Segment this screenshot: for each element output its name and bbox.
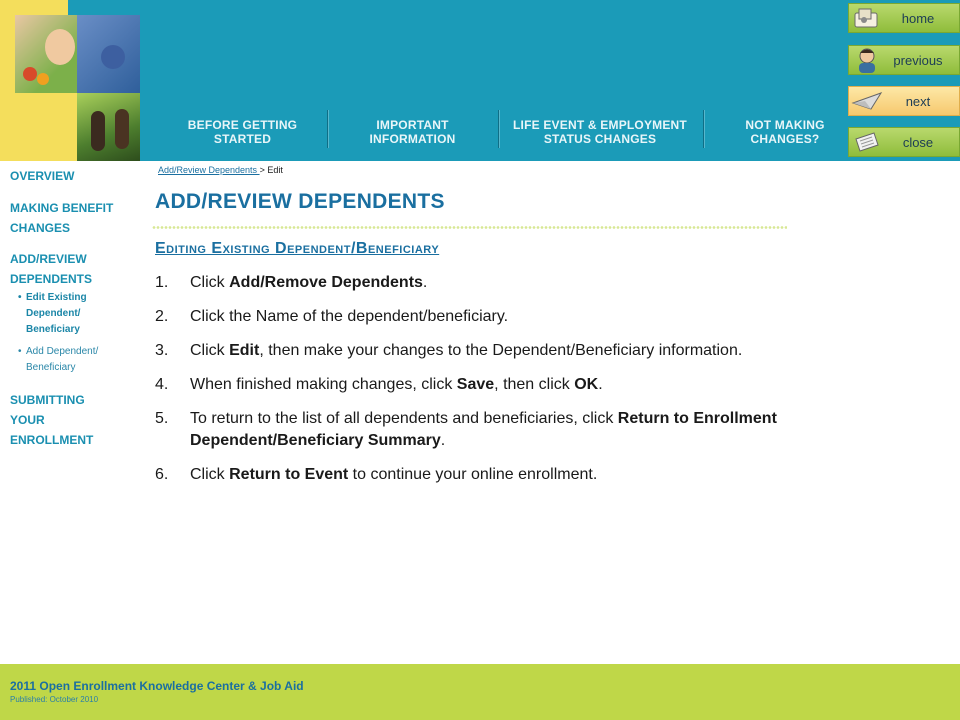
home-button[interactable] bbox=[848, 3, 960, 33]
page-title: ADD/REVIEW DEPENDENTS bbox=[155, 190, 445, 213]
close-button[interactable] bbox=[848, 127, 960, 157]
tab-before-getting-started[interactable] bbox=[160, 106, 325, 158]
next-button[interactable] bbox=[848, 86, 960, 116]
step-text: , then click bbox=[494, 376, 575, 393]
bullet-icon: • bbox=[18, 346, 22, 357]
sidebar-subitem-label: Edit Existing Dependent/ Beneficiary bbox=[26, 292, 87, 335]
step-text: , then make your changes to the Dependent/Beneficiary information. bbox=[259, 342, 743, 359]
next-label: next bbox=[905, 93, 931, 109]
tab-label: IMPORTANT INFORMATION bbox=[369, 118, 456, 146]
step-number: 4. bbox=[155, 376, 169, 393]
previous-label: previous bbox=[893, 52, 943, 68]
step-text: Click bbox=[190, 466, 230, 483]
step-number: 6. bbox=[155, 466, 169, 483]
sidebar-item-making-changes[interactable]: MAKING BENEFIT CHANGES bbox=[10, 201, 114, 235]
sidebar-item-overview[interactable]: OVERVIEW bbox=[10, 169, 75, 183]
tab-divider bbox=[498, 110, 499, 148]
step-emphasis: Return to Enrollment Dependent/Beneficiary Summary bbox=[190, 410, 777, 449]
step-number: 1. bbox=[155, 274, 169, 291]
step-emphasis: Edit bbox=[229, 342, 260, 359]
step-text: to continue your online enrollment. bbox=[348, 466, 598, 483]
step-item bbox=[155, 374, 780, 396]
footer-title: 2011 Open Enrollment Knowledge Center & Job Aid bbox=[10, 679, 304, 693]
step-text: Click bbox=[190, 274, 230, 291]
tab-label: LIFE EVENT & EMPLOYMENT STATUS CHANGES bbox=[513, 118, 687, 146]
sidebar bbox=[0, 161, 140, 664]
footer bbox=[0, 664, 960, 720]
tab-not-making-changes[interactable] bbox=[720, 106, 850, 158]
section-title: Editing Existing Dependent/Beneficiary bbox=[155, 240, 440, 257]
logo bbox=[15, 15, 140, 161]
header bbox=[0, 0, 960, 161]
previous-button[interactable] bbox=[848, 45, 960, 75]
step-text: . bbox=[422, 274, 428, 291]
sidebar-subitem-add-dependent[interactable] bbox=[18, 344, 126, 376]
tab-life-event[interactable] bbox=[500, 106, 700, 158]
step-emphasis: OK bbox=[574, 376, 599, 393]
step-text: To return to the list of all dependents and beneficiaries, click bbox=[190, 410, 618, 427]
document-icon bbox=[849, 128, 885, 156]
tab-divider bbox=[703, 110, 704, 148]
step-text: Click bbox=[190, 342, 230, 359]
breadcrumb-current: > Edit bbox=[259, 165, 283, 175]
tab-label: NOT MAKING CHANGES? bbox=[745, 118, 825, 146]
step-number: 5. bbox=[155, 410, 169, 427]
sidebar-subitem-edit-existing[interactable] bbox=[18, 290, 126, 338]
sidebar-item-add-review[interactable]: ADD/REVIEW DEPENDENTS bbox=[10, 252, 93, 286]
step-emphasis: Return to Event bbox=[229, 466, 349, 483]
breadcrumb bbox=[158, 165, 283, 175]
instruction-steps bbox=[155, 272, 780, 498]
step-number: 2. bbox=[155, 308, 169, 325]
paper-plane-icon bbox=[849, 87, 885, 115]
sidebar-item-submitting[interactable]: SUBMITTING YOUR ENROLLMENT bbox=[10, 393, 94, 447]
step-text: Click the Name of the dependent/beneficiary. bbox=[190, 308, 509, 325]
step-item bbox=[155, 272, 780, 294]
step-text: . bbox=[598, 376, 603, 393]
step-item bbox=[155, 408, 780, 452]
close-label: close bbox=[902, 134, 934, 150]
step-number: 3. bbox=[155, 342, 169, 359]
step-emphasis: Save bbox=[456, 376, 495, 393]
sidebar-subitem-label: Add Dependent/ Beneficiary bbox=[26, 346, 99, 373]
step-text: When finished making changes, click bbox=[190, 376, 457, 393]
step-emphasis: Add/Remove Dependents bbox=[229, 274, 423, 291]
breadcrumb-link[interactable]: Add/Review Dependents bbox=[158, 165, 260, 175]
top-tabs bbox=[160, 106, 850, 158]
title-divider bbox=[152, 226, 787, 229]
footer-published: Published: October 2010 bbox=[10, 695, 99, 704]
tab-important-information[interactable] bbox=[330, 106, 495, 158]
home-icon bbox=[849, 4, 885, 32]
tab-divider bbox=[327, 110, 328, 148]
step-item bbox=[155, 464, 780, 486]
step-item bbox=[155, 340, 780, 362]
home-label: home bbox=[901, 10, 935, 26]
person-icon bbox=[849, 46, 885, 74]
step-item bbox=[155, 306, 780, 328]
tab-label: BEFORE GETTING STARTED bbox=[187, 118, 298, 146]
step-text: . bbox=[440, 432, 446, 449]
bullet-icon: • bbox=[18, 292, 22, 303]
